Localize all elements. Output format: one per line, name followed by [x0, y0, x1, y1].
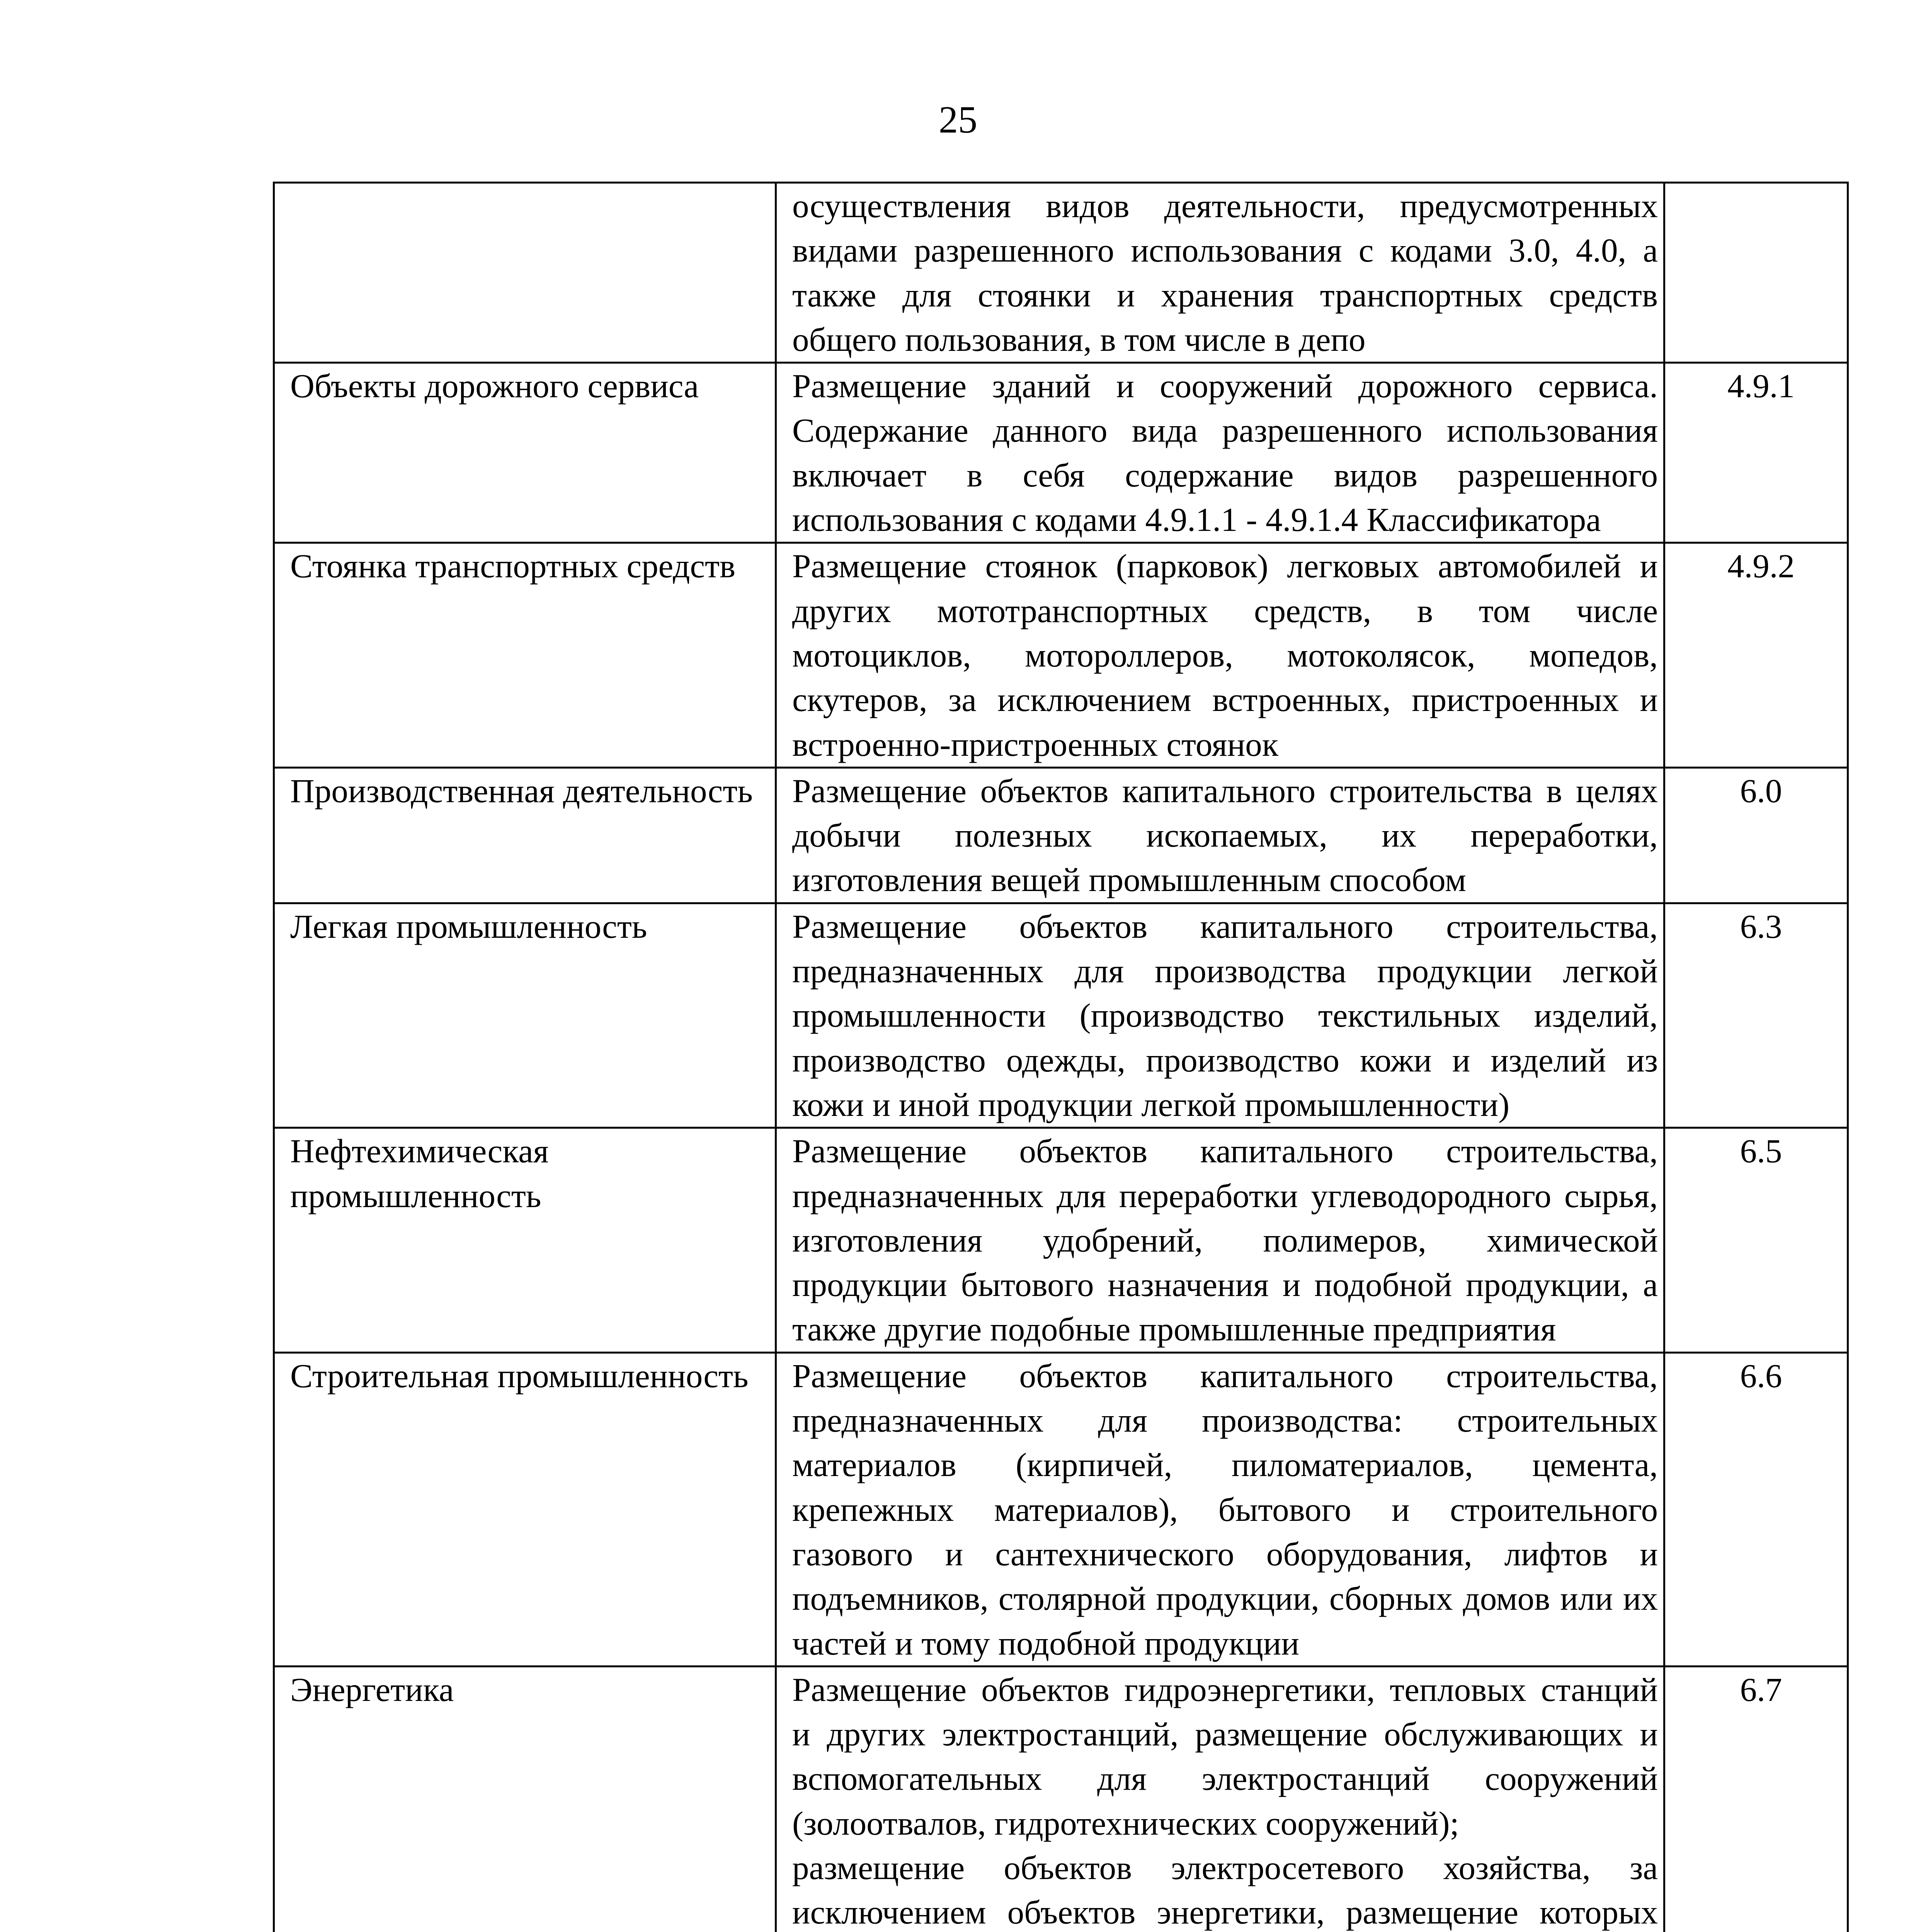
table-row: [274, 903, 1848, 1128]
land-use-description-cell: [776, 1128, 1664, 1352]
land-use-code-cell: [1664, 183, 1848, 363]
land-use-code-cell: 6.7: [1664, 1666, 1848, 1932]
land-use-description-cell: [776, 767, 1664, 903]
land-use-code-cell: 6.3: [1664, 903, 1848, 1128]
description-paragraph: осуществления видов деятельности, предусмотренных видами разрешенного использования с кодами 3.0, 4.0, а также для стоянки и хранения транспортных средств общего пользования, в том числе в депо: [792, 187, 1658, 358]
land-use-table: [273, 182, 1849, 1932]
land-use-description-cell: [776, 903, 1664, 1128]
description-paragraph: Размещение объектов капитального строительства, предназначенных для производства продукции легкой промышленности (производство текстильных изделий, производство одежды, производство кожи и изделий из кожи и иной продукции легкой промышленности): [792, 907, 1658, 1123]
land-use-name-cell: Строительная промышленность: [274, 1352, 776, 1666]
land-use-description-cell: [776, 183, 1664, 363]
land-use-description-cell: [776, 363, 1664, 543]
land-use-description-cell: [776, 543, 1664, 767]
description-paragraph: Размещение стоянок (парковок) легковых автомобилей и других мототранспортных средств, в том числе мотоциклов, мотороллеров, мотоколясок, мопедов, скутеров, за исключением встроенных, пристроенных и встроенно-пристроенных стоянок: [792, 547, 1658, 763]
land-use-description-cell: [776, 1666, 1664, 1932]
description-paragraph: размещение объектов электросетевого хозяйства, за исключением объектов энергетики, размещение которых: [792, 1849, 1658, 1931]
table-row: [274, 363, 1848, 543]
description-paragraph: Размещение объектов капитального строительства, предназначенных для переработки углеводородного сырья, изготовления удобрений, полимеров, химической продукции бытового назначения и подобной продукции, а также другие подобные промышленные предприятия: [792, 1132, 1658, 1348]
land-use-code-cell: 6.0: [1664, 767, 1848, 903]
land-use-code-cell: 4.9.2: [1664, 543, 1848, 767]
land-use-code-cell: 6.6: [1664, 1352, 1848, 1666]
table-row: [274, 1128, 1848, 1352]
table-row: [274, 767, 1848, 903]
description-paragraph: Размещение объектов капитального строительства, предназначенных для производства: строительных материалов (кирпичей, пиломатериалов, цемента, крепежных материалов), бытового и строительного газового и сантехнического оборудования, лифтов и подъемников, столярной продукции, сборных домов или их частей и тому подобной продукции: [792, 1357, 1658, 1662]
land-use-name-cell: Объекты дорожного сервиса: [274, 363, 776, 543]
land-use-name-cell: Нефтехимическая промышленность: [274, 1128, 776, 1352]
land-use-name-cell: Стоянка транспортных средств: [274, 543, 776, 767]
description-paragraph: Размещение объектов капитального строительства в целях добычи полезных ископаемых, их переработки, изготовления вещей промышленным способом: [792, 772, 1658, 899]
table-row: [274, 543, 1848, 767]
page-number: 25: [939, 98, 977, 141]
land-use-name-cell: Легкая промышленность: [274, 903, 776, 1128]
description-paragraph: Размещение объектов гидроэнергетики, тепловых станций и других электростанций, размещение обслуживающих и вспомогательных для электростанций сооружений (золоотвалов, гидротехнических сооружений);: [792, 1670, 1658, 1842]
description-paragraph: Размещение зданий и сооружений дорожного сервиса. Содержание данного вида разрешенного использования включает в себя содержание видов разрешенного использования с кодами 4.9.1.1 - 4.9.1.4 Классификатора: [792, 367, 1658, 539]
table-row: [274, 1352, 1848, 1666]
land-use-name-cell: Энергетика: [274, 1666, 776, 1932]
land-use-description-cell: [776, 1352, 1664, 1666]
table-row: [274, 183, 1848, 363]
land-use-code-cell: 4.9.1: [1664, 363, 1848, 543]
land-use-name-cell: [274, 183, 776, 363]
table-row: [274, 1666, 1848, 1932]
land-use-name-cell: Производственная деятельность: [274, 767, 776, 903]
table-body: [274, 183, 1848, 1932]
land-use-code-cell: 6.5: [1664, 1128, 1848, 1352]
